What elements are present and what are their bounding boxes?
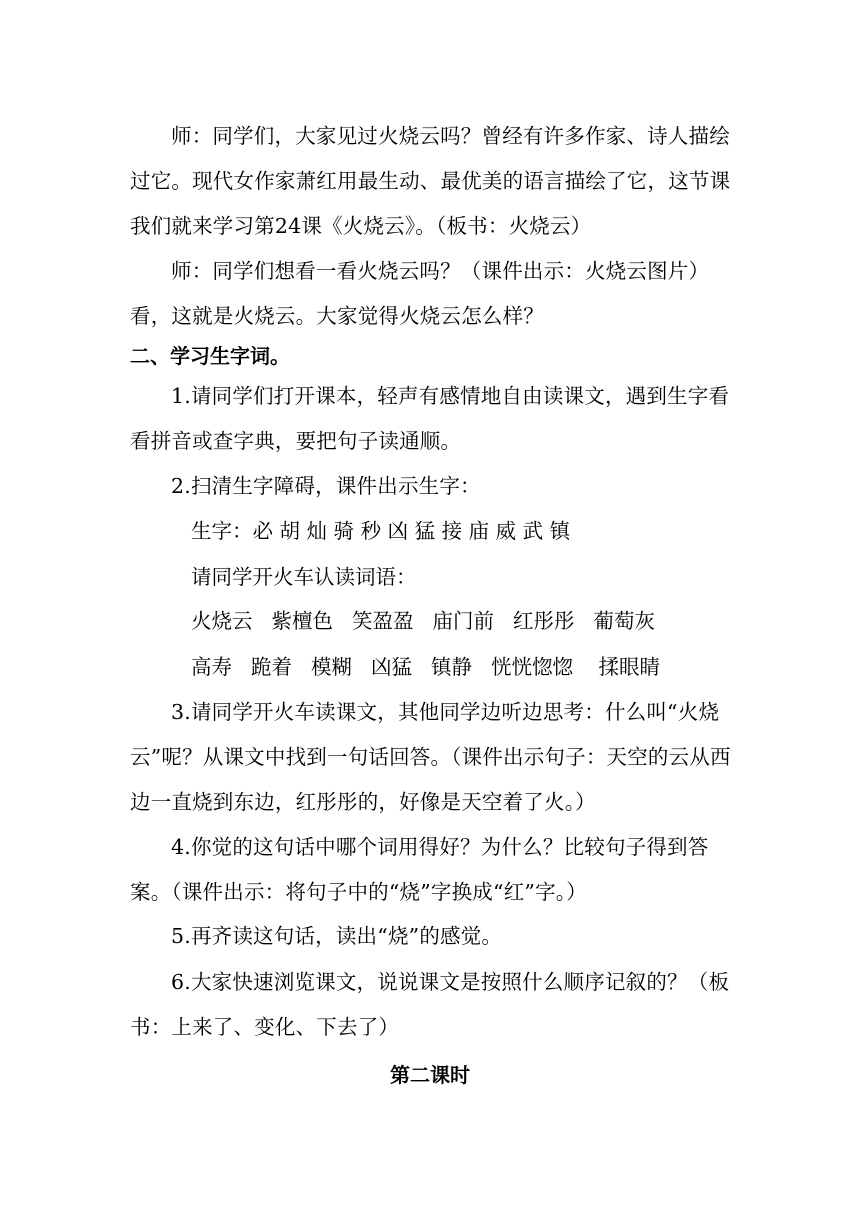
vocabulary-row-1 bbox=[191, 599, 674, 644]
vocab-word: 紫檀色 bbox=[271, 609, 333, 633]
vocab-word: 跪着 bbox=[251, 655, 292, 679]
vocab-word: 恍恍惚惚 bbox=[491, 655, 573, 679]
vocab-word: 火烧云 bbox=[191, 609, 253, 633]
vocabulary-row-2 bbox=[191, 645, 679, 690]
vocab-word: 镇静 bbox=[431, 655, 472, 679]
section-title-second-lesson: 第二课时 bbox=[390, 1063, 470, 1087]
vocab-word: 庙门前 bbox=[432, 609, 494, 633]
vocab-word: 模糊 bbox=[311, 655, 352, 679]
step-1-read-text: 1.请同学们打开课本，轻声有感情地自由读课文，遇到生字看看拼音或查字典，要把句子读通顺。 bbox=[130, 384, 730, 453]
vocab-word: 凶猛 bbox=[371, 655, 412, 679]
step-4-compare-sentence: 4.你觉的这句话中哪个词用得好？为什么？比较句子得到答案。（课件出示：将句子中的“烧”字换成“红”字。） bbox=[130, 835, 709, 904]
paragraph-intro: 师：同学们，大家见过火烧云吗？曾经有许多作家、诗人描绘过它。现代女作家萧红用最生动、最优美的语言描绘了它，这节课我们就来学习第24课《火烧云》。（板书：火烧云） bbox=[130, 124, 731, 238]
step-6-browse-text: 6.大家快速浏览课文，说说课文是按照什么顺序记叙的？（板书：上来了、变化、下去了） bbox=[130, 970, 730, 1039]
paragraph-show-image: 师：同学们想看一看火烧云吗？（课件出示：火烧云图片）看，这就是火烧云。大家觉得火烧云怎么样？ bbox=[130, 259, 710, 328]
vocab-word: 笑盈盈 bbox=[352, 609, 414, 633]
vocab-word: 高寿 bbox=[191, 655, 232, 679]
new-characters-line: 生字：必 胡 灿 骑 秒 凶 猛 接 庙 威 武 镇 bbox=[191, 519, 571, 543]
step-2-clear-obstacles: 2.扫清生字障碍，课件出示生字： bbox=[171, 474, 481, 498]
step-5-read-again: 5.再齐读这句话，读出“烧”的感觉。 bbox=[171, 924, 503, 948]
vocab-word: 葡萄灰 bbox=[593, 609, 655, 633]
section-heading-learn-words: 二、学习生字词。 bbox=[130, 344, 290, 368]
step-3-read-aloud: 3.请同学开火车读课文，其他同学边听边思考：什么叫“火烧云”呢？从课文中找到一句话回答。（课件出示句子：天空的云从西边一直烧到东边，红彤彤的，好像是天空着了火。） bbox=[130, 700, 731, 814]
vocab-word: 揉眼睛 bbox=[592, 655, 661, 679]
word-train-prompt: 请同学开火车认读词语： bbox=[191, 565, 417, 589]
vocab-word: 红彤彤 bbox=[513, 609, 575, 633]
